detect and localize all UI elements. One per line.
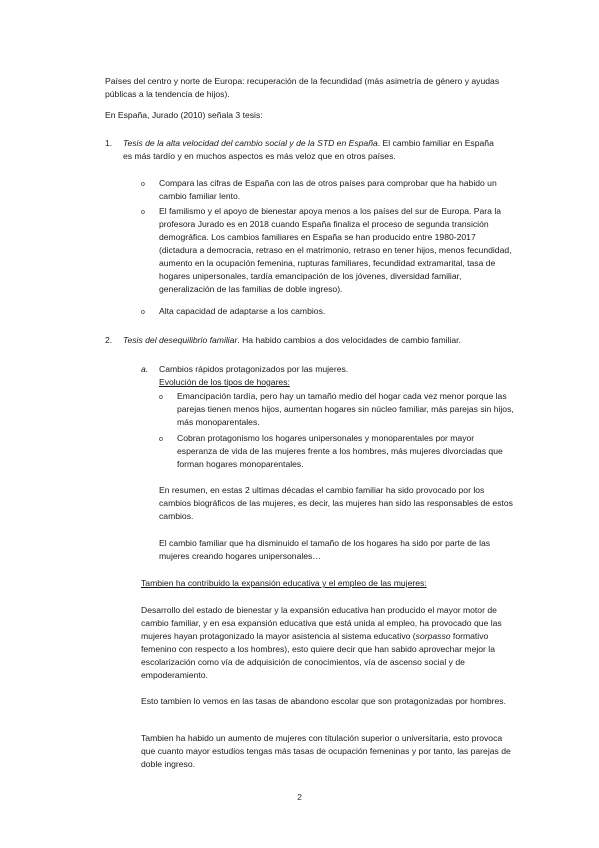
bullet-marker: o	[141, 309, 145, 316]
intro-paragraph: Países del centro y norte de Europa: recuperación de la fecundidad (más asimetría de género y ayudas públicas a la tendencia de hijos).	[105, 76, 500, 99]
dropout-paragraph: Esto tambien lo vemos en las tasas de abandono escolar que son protagonizadas por hombres.	[141, 696, 506, 706]
university-paragraph: Tambien ha habido un aumento de mujeres con titulación superior o universitaria, esto provoca que cuanto mayor estudios tengas más tasas de ocupación femeninas y por tanto, las parejas de doble ingreso.	[141, 733, 511, 769]
sub-a-bullet-1: Emancipación tardía, pero hay un tamaño medio del hogar cada vez menor porque las parejas tienen menos hijos, aumentan hogares sin núcleo familiar, más parejas sin hijos, más monoparentales.	[177, 391, 514, 427]
education-paragraph	[141, 604, 515, 682]
sorpasso-term: sorpasso	[415, 631, 451, 641]
sub-a-bullet-2: Cobran protagonismo los hogares unipersonales y monoparentales por mayor esperanza de vida de las mujeres frente a los hombres, más mujeres divorciadas que forman hogares monoparentales.	[177, 433, 503, 469]
education-text-b: formativo femenino con respecto a los hombres), esto quiere decir que han sabido aprovechar mejor la escolarización como vía de adquisición de conocimientos, vía de ascenso social y de empoderamiento.	[141, 631, 495, 680]
thesis1-bullet-3: Alta capacidad de adaptarse a los cambios.	[159, 306, 326, 316]
summary-1: En resumen, en estas 2 ultimas décadas el cambio familiar ha sido provocado por los cambios biográficos de las mujeres, es decir, las mujeres han sido las responsables de estos cambios.	[159, 485, 513, 521]
bullet-marker: o	[141, 181, 145, 188]
page-number: 2	[297, 792, 302, 802]
sub-a-subtitle: Evolución de los tipos de hogares:	[159, 377, 290, 387]
bullet-marker: o	[159, 436, 163, 443]
thesis2-paragraph	[123, 334, 505, 347]
education-text-a: Desarrollo del estado de bienestar y la expansión educativa han producido el mayor motor de cambio familiar, y en esa expansión educativa que está unida al empleo, ha provocado que las mujeres hayan protagonizado la mayor asistencia al sistema educativo (	[141, 605, 502, 641]
thesis1-number: 1.	[105, 138, 113, 148]
sub-a-title: Cambios rápidos protagonizados por las mujeres.	[159, 364, 349, 374]
bullet-marker: o	[159, 394, 163, 401]
bullet-marker: o	[141, 209, 145, 216]
thesis1-title: Tesis de la alta velocidad del cambio social y de la STD en España	[123, 138, 378, 148]
summary-2: El cambio familiar que ha disminuido el tamaño de los hogares ha sido por parte de las mujeres creando hogares unipersonales…	[159, 538, 491, 561]
section-heading-education: Tambien ha contribuido la expansión educativa y el empleo de las mujeres:	[141, 578, 427, 588]
thesis1-bullet-2: El familismo y el apoyo de bienestar apoya menos a los países del sur de Europa. Para la profesora Jurado es en 2018 cuando España finaliza el proceso de segunda transición demográfica. Los cambios familiares en España se han producido entre 1980-2017 (dictadura a democracia, retraso en el matrimonio, retraso en tener hijos, menos fecundidad, aumento en la ocupación femenina, rupturas familiares, fecundidad extramarital, tasa de hogares unipersonales, tardía emancipación de los jóvenes, diversidad familiar, generalización de las familias de doble ingreso).	[159, 206, 512, 294]
thesis2-title: Tesis del desequilibrio familiar	[123, 335, 238, 345]
thesis1-text: . El cambio familiar en España es más tardío y en muchos aspectos es más veloz que en otros países.	[123, 138, 494, 161]
thesis2-number: 2.	[105, 335, 113, 345]
thesis1-paragraph	[123, 137, 505, 163]
thesis2-text: . Ha habido cambios a dos velocidades de cambio familiar.	[237, 335, 461, 345]
thesis1-bullet-1: Compara las cifras de España con las de otros países para comprobar que ha habido un cambio familiar lento.	[159, 178, 497, 201]
sub-a-letter: a.	[141, 364, 149, 374]
spain-intro: En España, Jurado (2010) señala 3 tesis:	[105, 110, 263, 120]
